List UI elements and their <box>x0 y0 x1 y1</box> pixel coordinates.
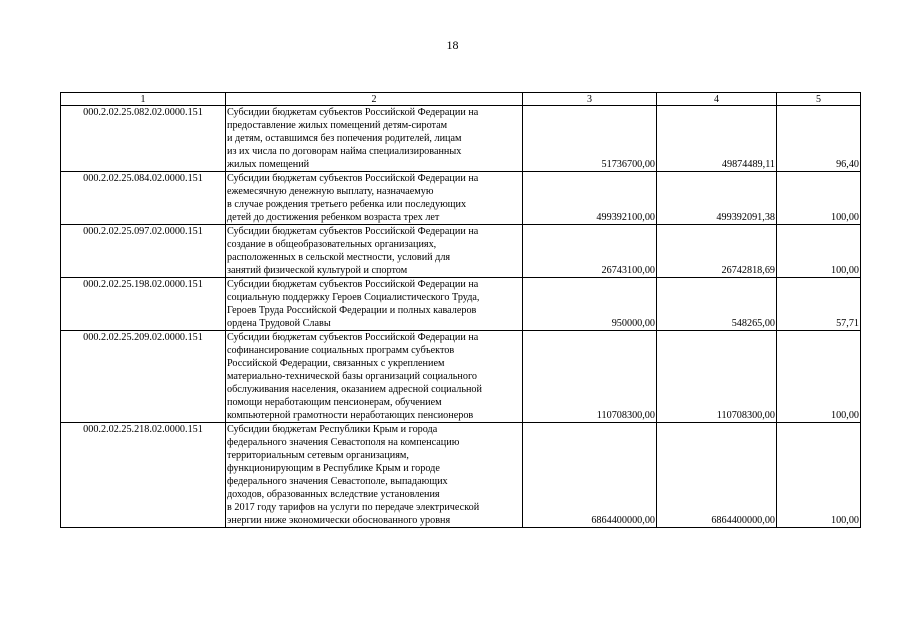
subsidy-name-line: занятий физической культурой и спортом <box>227 265 408 276</box>
planned-amount: 950000,00 <box>523 278 657 331</box>
subsidy-name <box>226 106 523 172</box>
execution-percent: 100,00 <box>777 172 861 225</box>
table-row <box>61 331 861 423</box>
subsidy-name-line: ежемесячную денежную выплату, назначаемую <box>227 186 434 197</box>
budget-code: 000.2.02.25.084.02.0000.151 <box>61 172 226 225</box>
column-header-1: 1 <box>61 93 226 106</box>
budget-code: 000.2.02.25.198.02.0000.151 <box>61 278 226 331</box>
planned-amount: 6864400000,00 <box>523 423 657 528</box>
subsidy-name-line: и детям, оставшимся без попечения родителей, лицам <box>227 133 462 144</box>
table-row <box>61 423 861 528</box>
table-row <box>61 225 861 278</box>
subsidy-name-line: энергии ниже экономически обоснованного уровня <box>227 515 451 526</box>
subsidy-name-line: социальную поддержку Героев Социалистического Труда, <box>227 292 480 303</box>
table-row <box>61 106 861 172</box>
subsidy-name-line: доходов, образованных вследствие установления <box>227 489 440 500</box>
subsidy-name-line: жилых помещений <box>227 159 310 170</box>
subsidy-name-line: предоставление жилых помещений детям-сиротам <box>227 120 448 131</box>
execution-percent: 100,00 <box>777 225 861 278</box>
execution-percent: 100,00 <box>777 331 861 423</box>
subsidy-name-line: Субсидии бюджетам субъектов Российской Федерации на <box>227 332 479 343</box>
subsidy-name-line: создание в общеобразовательных организациях, <box>227 239 437 250</box>
subsidy-name <box>226 225 523 278</box>
subsidy-name <box>226 278 523 331</box>
executed-amount: 499392091,38 <box>657 172 777 225</box>
subsidy-name-line: федерального значения Севастополя на компенсацию <box>227 437 460 448</box>
executed-amount: 26742818,69 <box>657 225 777 278</box>
planned-amount: 499392100,00 <box>523 172 657 225</box>
subsidy-name-line: Субсидии бюджетам субъектов Российской Федерации на <box>227 279 479 290</box>
table-row <box>61 172 861 225</box>
subsidy-name-line: Субсидии бюджетам субъектов Российской Федерации на <box>227 226 479 237</box>
subsidy-name-line: в 2017 году тарифов на услуги по передаче электрической <box>227 502 480 513</box>
subsidy-name-line: расположенных в сельской местности, условий для <box>227 252 451 263</box>
column-header-2: 2 <box>226 93 523 106</box>
execution-percent: 96,40 <box>777 106 861 172</box>
subsidy-name-line: ордена Трудовой Славы <box>227 318 331 329</box>
subsidy-name-line: функционирующим в Республике Крым и городе <box>227 463 440 474</box>
subsidy-name-line: из их числа по договорам найма специализированных <box>227 146 462 157</box>
column-header-4: 4 <box>657 93 777 106</box>
subsidy-name <box>226 172 523 225</box>
subsidy-name-line: Субсидии бюджетам субъектов Российской Федерации на <box>227 173 479 184</box>
subsidy-name-line: детей до достижения ребенком возраста трех лет <box>227 212 440 223</box>
column-header-5: 5 <box>777 93 861 106</box>
subsidy-name-line: Российской Федерации, связанных с укреплением <box>227 358 445 369</box>
header-row <box>61 93 861 106</box>
budget-code: 000.2.02.25.209.02.0000.151 <box>61 331 226 423</box>
subsidy-name-line: Субсидии бюджетам субъектов Российской Федерации на <box>227 107 479 118</box>
subsidy-name-line: в случае рождения третьего ребенка или последующих <box>227 199 467 210</box>
subsidy-name-line: территориальным сетевым организациям, <box>227 450 409 461</box>
executed-amount: 548265,00 <box>657 278 777 331</box>
executed-amount: 49874489,11 <box>657 106 777 172</box>
subsidy-name-line: помощи неработающим пенсионерам, обучением <box>227 397 442 408</box>
budget-code: 000.2.02.25.218.02.0000.151 <box>61 423 226 528</box>
execution-percent: 57,71 <box>777 278 861 331</box>
subsidy-name-line: материально-технической базы организаций социального <box>227 371 478 382</box>
subsidy-name <box>226 331 523 423</box>
planned-amount: 110708300,00 <box>523 331 657 423</box>
planned-amount: 26743100,00 <box>523 225 657 278</box>
subsidy-name-line: софинансирование социальных программ субъектов <box>227 345 455 356</box>
budget-code: 000.2.02.25.082.02.0000.151 <box>61 106 226 172</box>
subsidy-name-line: обслуживания населения, оказанием адресной социальной <box>227 384 482 395</box>
page-number: 18 <box>446 38 459 52</box>
budget-code: 000.2.02.25.097.02.0000.151 <box>61 225 226 278</box>
column-header-3: 3 <box>523 93 657 106</box>
subsidy-name-line: федерального значения Севастополе, выпадающих <box>227 476 448 487</box>
subsidy-name <box>226 423 523 528</box>
executed-amount: 110708300,00 <box>657 331 777 423</box>
table-row <box>61 278 861 331</box>
subsidy-name-line: Героев Труда Российской Федерации и полных кавалеров <box>227 305 477 316</box>
execution-percent: 100,00 <box>777 423 861 528</box>
planned-amount: 51736700,00 <box>523 106 657 172</box>
executed-amount: 6864400000,00 <box>657 423 777 528</box>
budget-table <box>60 92 861 528</box>
subsidy-name-line: Субсидии бюджетам Республики Крым и города <box>227 424 438 435</box>
subsidy-name-line: компьютерной грамотности неработающих пенсионеров <box>227 410 474 421</box>
